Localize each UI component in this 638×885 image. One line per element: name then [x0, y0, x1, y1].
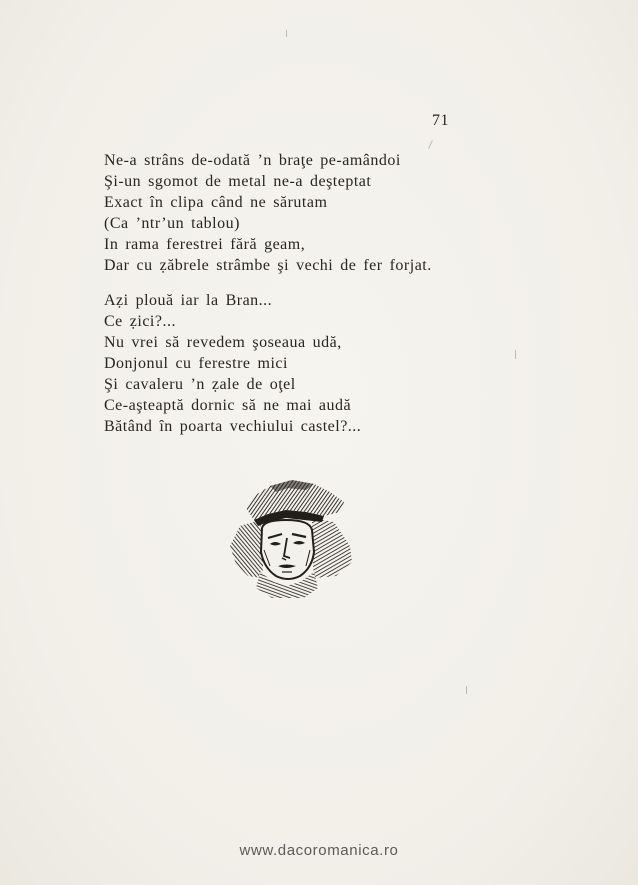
page-number: 71 [432, 112, 449, 129]
verse-line: Şi-un sgomot de metal ne-a deşteptat [104, 173, 372, 190]
verse-line: In rama ferestrei fără geam, [104, 236, 306, 253]
poem-stanza-1 [104, 150, 524, 276]
woodcut-face-icon [226, 476, 356, 601]
scan-speck [466, 686, 467, 694]
verse-line: Nu vrei să revedem şoseaua udă, [104, 334, 342, 351]
verse-line: Exact în clipa când ne sărutam [104, 194, 328, 211]
scan-speck [428, 140, 433, 149]
verse-line: Ce-aşteaptă dornic să ne mai audă [104, 397, 352, 414]
verse-line: Ne-a strâns de-odată ’n braţe pe-amândoi [104, 152, 401, 169]
verse-line: Ce ẓici?... [104, 313, 176, 330]
verse-line: Şi cavaleru ’n ẓale de oţel [104, 376, 296, 393]
watermark-url: www.dacoromanica.ro [239, 842, 399, 859]
verse-line: Dar cu ẓăbrele strâmbe şi vechi de fer forjat. [104, 257, 432, 274]
verse-line: (Ca ’ntr’un tablou) [104, 215, 240, 232]
verse-line: Bătând în poarta vechiului castel?... [104, 418, 362, 435]
verse-line: Donjonul cu ferestre mici [104, 355, 288, 372]
verse-line: Aẓi plouă iar la Bran... [104, 292, 273, 309]
poem-stanza-2 [104, 290, 524, 437]
scan-speck [286, 30, 287, 37]
